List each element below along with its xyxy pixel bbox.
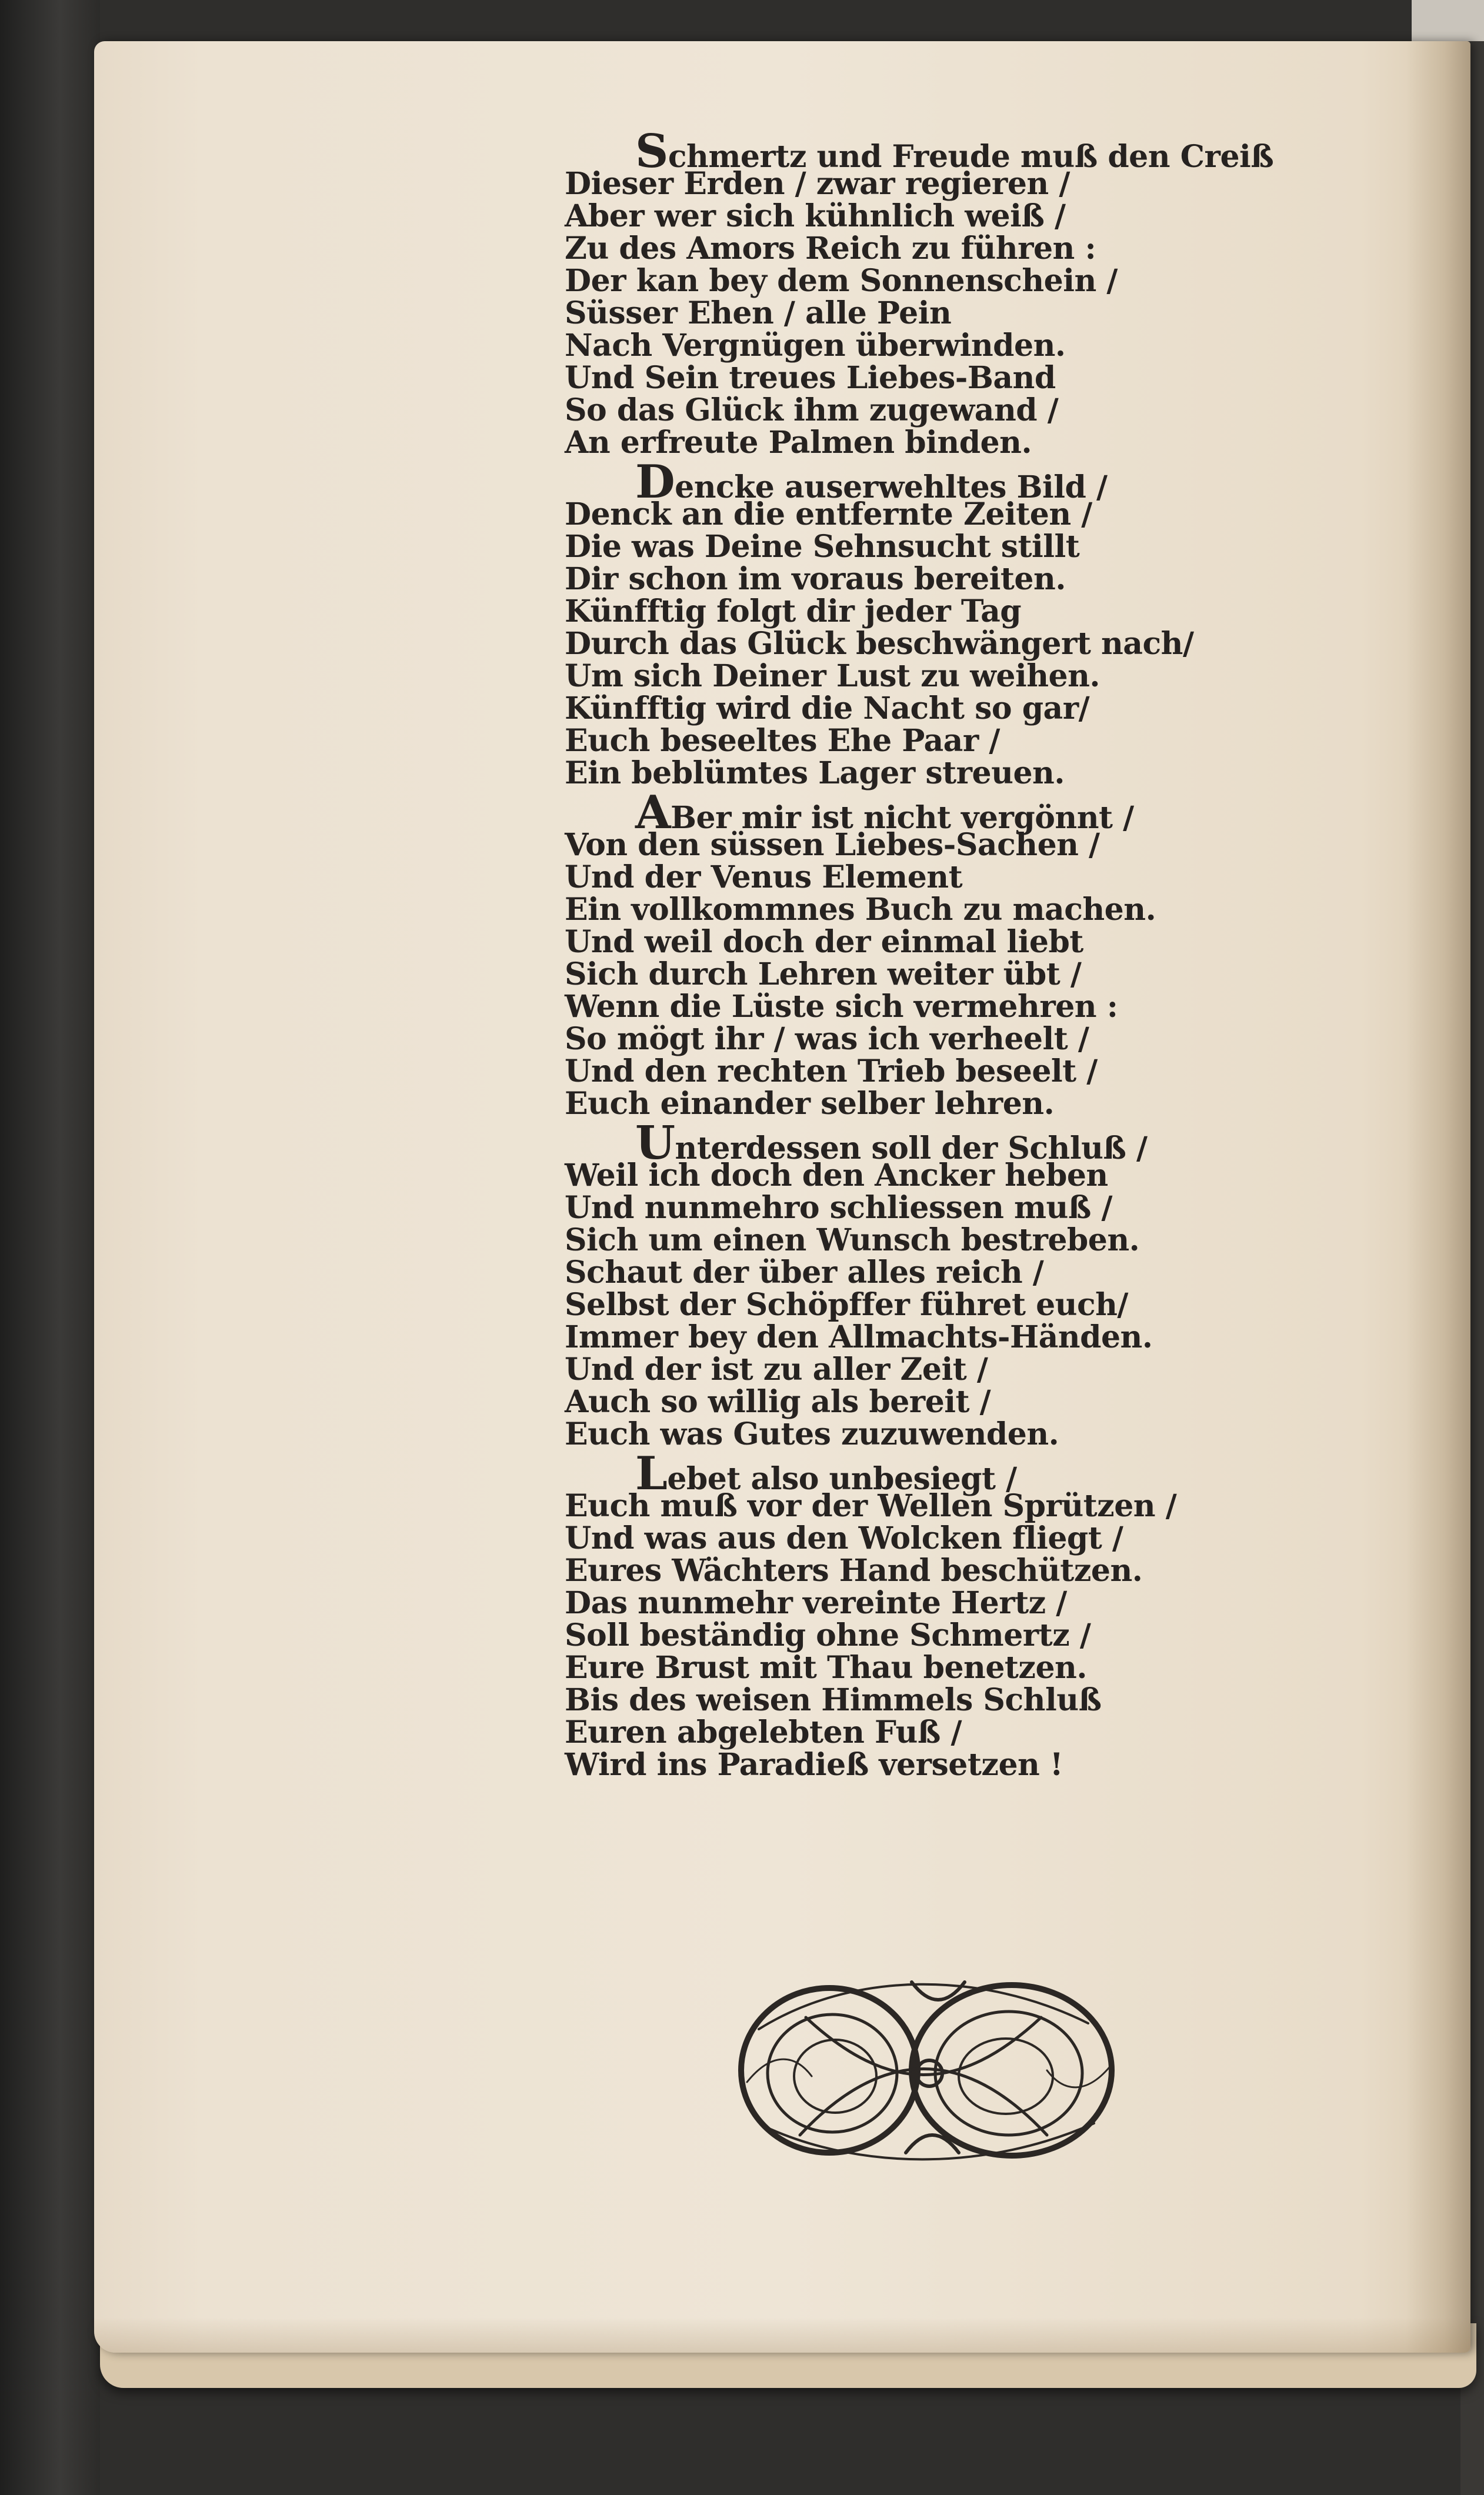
verse-line: Aber wer sich kühnlich weiß / xyxy=(565,198,1066,234)
verse-line: Immer bey den Allmachts-Händen. xyxy=(565,1319,1153,1355)
stanza-5 xyxy=(565,1447,1300,1783)
verse-line: Euch muß vor der Wellen Sprützen / xyxy=(565,1488,1177,1524)
verse-line: Und was aus den Wolcken fliegt / xyxy=(565,1520,1123,1556)
verse-line: Künfftig wird die Nacht so gar/ xyxy=(565,691,1090,726)
verse-line: Bis des weisen Himmels Schluß xyxy=(565,1682,1102,1718)
verse-line: Nach Vergnügen überwinden. xyxy=(565,328,1066,363)
verse-line: Der kan bey dem Sonnenschein / xyxy=(565,263,1118,299)
stanza-2 xyxy=(565,455,1300,791)
verse-line: Euren abgelebten Fuß / xyxy=(565,1715,962,1750)
verse-line: Dir schon im voraus bereiten. xyxy=(565,561,1066,597)
stanza-first-line xyxy=(565,1116,1300,1170)
verse-line: Das nunmehr vereinte Hertz / xyxy=(565,1585,1067,1621)
verse-line: Die was Deine Sehnsucht stillt xyxy=(565,529,1080,565)
stanza-first-line xyxy=(565,1447,1300,1500)
stanza-4 xyxy=(565,1116,1300,1452)
scanner-backdrop-left xyxy=(0,0,100,2495)
verse-line: Euch beseeltes Ehe Paar / xyxy=(565,723,1000,759)
verse-line: Eures Wächters Hand beschützen. xyxy=(565,1553,1143,1589)
verse-line: Dieser Erden / zwar regieren / xyxy=(565,166,1070,202)
verse-line: Und der Venus Element xyxy=(565,859,963,895)
verse-line: Eure Brust mit Thau benetzen. xyxy=(565,1650,1087,1686)
initial-letter: S xyxy=(635,125,668,178)
verse-line: Und den rechten Trieb beseelt / xyxy=(565,1053,1098,1089)
poem-text xyxy=(565,125,1300,1788)
verse-line: An erfreute Palmen binden. xyxy=(565,425,1032,461)
first-line-text: encke auserwehltes Bild / xyxy=(675,469,1108,505)
verse-line: Und der ist zu aller Zeit / xyxy=(565,1352,988,1387)
verse-line: Künfftig folgt dir jeder Tag xyxy=(565,593,1022,629)
verse-line: Und nunmehro schliessen muß / xyxy=(565,1190,1112,1226)
verse-line: Euch einander selber lehren. xyxy=(565,1086,1055,1122)
verse-line: Wird ins Paradieß versetzen ! xyxy=(565,1747,1063,1783)
stanza-first-line xyxy=(565,125,1300,178)
initial-letter: D xyxy=(635,455,675,509)
verse-line: Süsser Ehen / alle Pein xyxy=(565,295,952,331)
verse-line: Zu des Amors Reich zu führen : xyxy=(565,231,1096,266)
stanza-3 xyxy=(565,786,1300,1122)
verse-line: Schaut der über alles reich / xyxy=(565,1255,1044,1290)
verse-line: Um sich Deiner Lust zu weihen. xyxy=(565,658,1101,694)
verse-line: Selbst der Schöpffer führet euch/ xyxy=(565,1287,1128,1323)
initial-letter: L xyxy=(635,1447,668,1500)
verse-line: Und weil doch der einmal liebt xyxy=(565,924,1083,960)
first-line-text: nterdessen soll der Schluß / xyxy=(675,1130,1148,1166)
verse-line: Weil ich doch den Ancker heben xyxy=(565,1158,1108,1193)
verse-line: Ein vollkommnes Buch zu machen. xyxy=(565,892,1156,928)
verse-line: Wenn die Lüste sich vermehren : xyxy=(565,989,1118,1025)
first-line-text: ebet also unbesiegt / xyxy=(667,1461,1017,1497)
stanza-first-line xyxy=(565,455,1300,509)
verse-line: Euch was Gutes zuzuwenden. xyxy=(565,1416,1059,1452)
verse-line: So mögt ihr / was ich verheelt / xyxy=(565,1021,1089,1057)
verse-line: Sich durch Lehren weiter übt / xyxy=(565,956,1082,992)
verse-line: Auch so willig als bereit / xyxy=(565,1384,991,1420)
stanza-first-line xyxy=(565,786,1300,839)
verse-line: Von den süssen Liebes-Sachen / xyxy=(565,827,1100,863)
stanza-1 xyxy=(565,125,1300,461)
calligraphic-flourish-ornament xyxy=(735,1959,1123,2170)
verse-line: Sich um einen Wunsch bestreben. xyxy=(565,1222,1140,1258)
verse-line: Und Sein treues Liebes-Band xyxy=(565,360,1056,396)
verse-line: Soll beständig ohne Schmertz / xyxy=(565,1617,1091,1653)
verse-line: Durch das Glück beschwängert nach/ xyxy=(565,626,1194,662)
initial-letter: A xyxy=(635,786,671,839)
initial-letter: U xyxy=(635,1116,675,1170)
first-line-text: chmertz und Freude muß den Creiß xyxy=(668,139,1274,175)
first-line-text: Ber mir ist nicht vergönnt / xyxy=(671,800,1134,836)
document-page xyxy=(94,41,1470,2353)
verse-line: So das Glück ihm zugewand / xyxy=(565,392,1059,428)
paper-scrap xyxy=(1412,0,1484,41)
verse-line: Denck an die entfernte Zeiten / xyxy=(565,496,1092,532)
page-bottom-edge xyxy=(94,2317,1470,2353)
verse-line: Ein beblümtes Lager streuen. xyxy=(565,755,1065,791)
